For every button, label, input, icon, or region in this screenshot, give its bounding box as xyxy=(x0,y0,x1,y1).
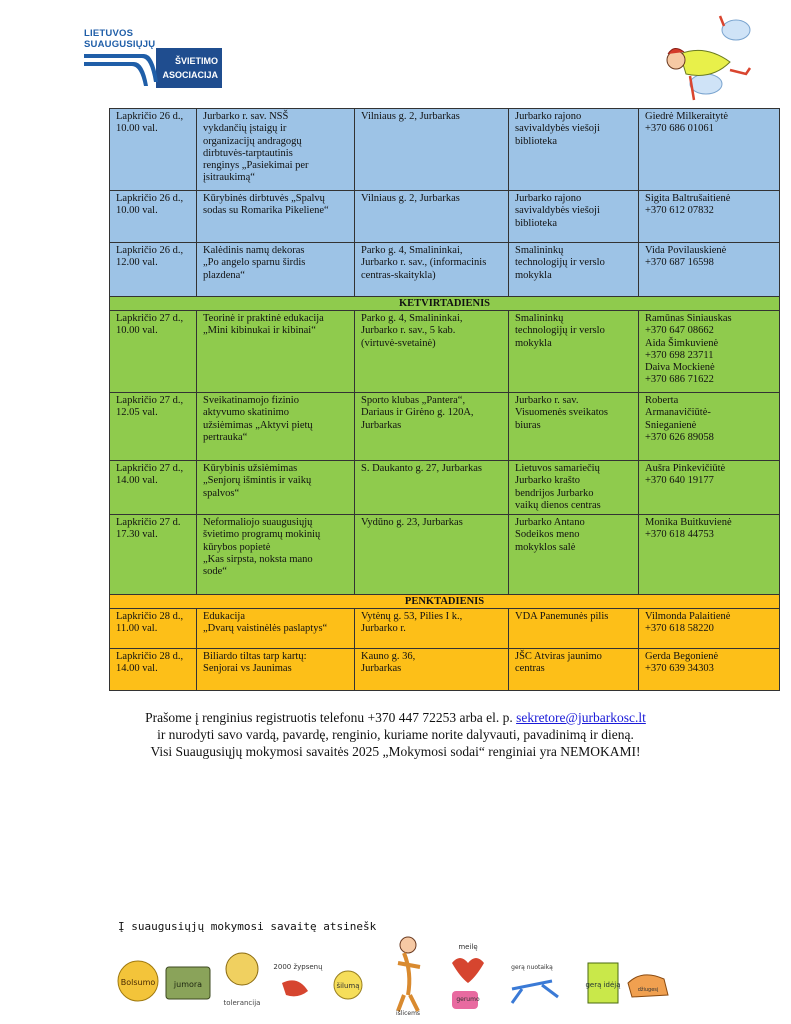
cell-text-line: Jurbarko r. sav. NSŠ xyxy=(203,111,289,122)
cell-text-line[interactable]: +370 626 89058 xyxy=(645,431,714,443)
notes-line2: ir nurodyti savo vardą, pavardę, renginio, kuriame norite dalyvauti, pavadinimą ir dieną. xyxy=(157,727,634,742)
cell-text-line: 12.00 val. xyxy=(116,257,158,269)
cell-text-line: 12.05 val. xyxy=(116,407,158,419)
cell-text-line: Jurbarko r. sav., (informacinis xyxy=(361,257,487,269)
cell-text-line: sodas su Romarika Pikeliene“ xyxy=(203,205,329,217)
pepper-icon xyxy=(273,963,323,996)
cell-text-line: kūrybos popietė xyxy=(203,541,271,553)
event-contact-cell xyxy=(639,609,780,649)
cell-text-line: Visuomenės sveikatos xyxy=(515,407,608,419)
logo-box xyxy=(156,48,222,88)
event-contact-cell xyxy=(639,649,780,691)
cell-text-line: Lapkričio 28 d., xyxy=(116,651,184,663)
dancing-figure-icon xyxy=(396,937,420,1017)
cell-text-line: švietimo programų mokinių xyxy=(203,529,321,541)
cell-text-line[interactable]: +370 647 08662 xyxy=(645,325,714,337)
logo-text-line1: LIETUVOS xyxy=(84,28,134,39)
email-link[interactable]: sekretore@jurbarkosc.lt xyxy=(516,710,646,725)
cell-text-line: technologijų ir verslo xyxy=(515,257,605,269)
lion-icon xyxy=(224,953,261,1007)
event-place-cell xyxy=(355,393,509,461)
event-row xyxy=(110,515,780,595)
event-organizer-cell xyxy=(509,461,639,515)
cell-text-line: „Dvarų vaistinėlės paslaptys“ xyxy=(203,623,328,635)
notes-line1 xyxy=(0,709,791,726)
cell-text-line: 10.00 val. xyxy=(116,205,158,217)
cell-text-line: Aida Šimkuvienė xyxy=(645,337,719,349)
cell-text-line: technologijų ir verslo xyxy=(515,325,605,337)
event-contact-cell xyxy=(639,243,780,297)
cell-text-line: 14.00 val. xyxy=(116,663,158,675)
horse-icon xyxy=(628,975,668,997)
logo-text-line4: ASOCIACIJA xyxy=(162,70,218,80)
cell-text-line[interactable]: +370 640 19177 xyxy=(645,475,714,487)
cell-text-line: Lapkričio 27 d. xyxy=(116,517,181,529)
event-row xyxy=(110,461,780,515)
cell-text-line: Aušra Pinkevičiūtė xyxy=(645,463,726,474)
cell-text-line: Kūrybinis užsiėmimas xyxy=(203,463,298,474)
event-organizer-cell xyxy=(509,649,639,691)
event-organizer-cell xyxy=(509,191,639,243)
cell-text-line: biblioteka xyxy=(515,217,557,229)
event-place-cell xyxy=(355,515,509,595)
cell-text-line: Daiva Mockienė xyxy=(645,362,715,374)
cell-text-line: pertrauka“ xyxy=(203,431,248,443)
footer-tagline: Į suaugusiųjų mokymosi savaitę atsinešk xyxy=(118,920,377,933)
cell-text-line[interactable]: +370 686 01061 xyxy=(645,123,714,135)
event-row xyxy=(110,191,780,243)
cell-text-line: Kūrybinės dirbtuvės „Spalvų xyxy=(203,193,325,204)
cell-text-line: VDA Panemunės pilis xyxy=(515,611,609,623)
cell-text-line: Jurbarkas xyxy=(361,663,402,675)
event-place-cell xyxy=(355,461,509,515)
footer-word-10: gerą idėją xyxy=(585,981,621,989)
footer-word-9: gerą nuotaiką xyxy=(511,964,553,971)
cell-text-line: Biliardo tiltas tarp kartų: xyxy=(203,651,307,663)
cell-text-line: Jurbarko krašto xyxy=(515,475,581,487)
cell-text-line: Monika Buitkuvienė xyxy=(645,517,732,529)
suitcase-icon xyxy=(166,967,210,999)
event-title-cell xyxy=(197,311,355,393)
figure-icon xyxy=(511,964,558,1003)
event-time-cell xyxy=(110,393,197,461)
cell-text-line: Lapkričio 26 d., xyxy=(116,245,184,256)
cell-text-line: mokyklos salė xyxy=(515,541,576,553)
footer-word-2: jumora xyxy=(173,980,203,989)
footer-word-4: 2000 žypsenų xyxy=(273,963,323,971)
footer-word-1: Bolsumo xyxy=(120,978,156,987)
cell-text-line: Armanavičiūtė- xyxy=(645,407,711,419)
cell-text-line: Ramūnas Siniauskas xyxy=(645,313,732,324)
event-time-cell xyxy=(110,609,197,649)
footer-word-7: meilę xyxy=(458,943,478,951)
events-schedule-table xyxy=(109,108,780,691)
cell-text-line: Lapkričio 27 d., xyxy=(116,463,184,474)
event-title-cell xyxy=(197,461,355,515)
cell-text-line: Jurbarko rajono xyxy=(515,111,582,122)
cell-text-line: Sodeikos meno xyxy=(515,529,580,541)
cell-text-line[interactable]: +370 618 58220 xyxy=(645,623,714,635)
cell-text-line: Kauno g. 36, xyxy=(361,651,416,663)
cell-text-line: Kalėdinis namų dekoras xyxy=(203,245,305,256)
footer-word-5: šilumą xyxy=(336,982,360,990)
event-place-cell xyxy=(355,311,509,393)
cell-text-line: „Kas sirpsta, noksta mano xyxy=(203,554,313,566)
event-place-cell xyxy=(355,109,509,191)
event-time-cell xyxy=(110,461,197,515)
event-organizer-cell xyxy=(509,311,639,393)
cell-text-line: Jurbarko Antano xyxy=(515,517,585,529)
cell-text-line: 10.00 val. xyxy=(116,123,158,135)
cell-text-line: 17.30 val. xyxy=(116,529,158,541)
cell-text-line: 10.00 val. xyxy=(116,325,158,337)
event-organizer-cell xyxy=(509,609,639,649)
event-title-cell xyxy=(197,393,355,461)
event-title-cell xyxy=(197,609,355,649)
cell-text-line[interactable]: +370 686 71622 xyxy=(645,374,714,386)
cell-text-line: Smalininkų xyxy=(515,245,564,256)
day-header: KETVIRTADIENIS xyxy=(110,297,780,311)
notes-line3: Visi Suaugusiųjų mokymosi savaitės 2025 „Mokymosi sodai“ renginiai yra NEMOKAMI! xyxy=(150,744,641,759)
sun-icon xyxy=(118,961,158,1001)
cell-text-line: S. Daukanto g. 27, Jurbarkas xyxy=(361,463,483,474)
cell-text-line: spalvos“ xyxy=(203,487,240,499)
cell-text-line: Sporto klubas „Pantera“, xyxy=(361,395,466,406)
cell-text-line: Vydūno g. 23, Jurbarkas xyxy=(361,517,463,529)
cell-text-line: Vytėnų g. 53, Pilies I k., xyxy=(361,611,463,623)
cell-text-line: aktyvumo skatinimo xyxy=(203,407,290,419)
cell-text-line: Snieganienė xyxy=(645,419,697,431)
footer-word-6: išlicems xyxy=(395,1010,421,1017)
cell-text-line: Vilniaus g. 2, Jurbarkas xyxy=(361,193,460,204)
cell-text-line: renginys „Pasiekimai per xyxy=(203,160,309,172)
cell-text-line: centras-skaitykla) xyxy=(361,269,436,281)
cell-text-line: Sigita Baltrušaitienė xyxy=(645,193,731,204)
event-row xyxy=(110,649,780,691)
event-title-cell xyxy=(197,649,355,691)
cell-text-line: 14.00 val. xyxy=(116,475,158,487)
cell-text-line: Jurbarko rajono xyxy=(515,193,582,204)
event-row xyxy=(110,109,780,191)
cell-text-line: Jurbarko r. sav. xyxy=(515,395,579,406)
cell-text-line: organizacijų andragogų xyxy=(203,135,302,147)
cell-text-line: biuras xyxy=(515,419,541,431)
event-title-cell xyxy=(197,191,355,243)
event-contact-cell xyxy=(639,515,780,595)
event-contact-cell xyxy=(639,311,780,393)
shopping-bag-icon xyxy=(585,963,620,1003)
cell-text-line[interactable]: +370 639 34303 xyxy=(645,663,714,675)
cell-text-line: Vilmonda Palaitienė xyxy=(645,611,731,623)
cell-text-line: „Mini kibinukai ir kibinai“ xyxy=(203,325,316,337)
cell-text-line: 11.00 val. xyxy=(116,623,158,635)
footer-word-8: gerumo xyxy=(456,996,480,1003)
cell-text-line: mokykla xyxy=(515,269,552,281)
cell-text-line: dirbtuvės-tarptautinis xyxy=(203,147,293,159)
event-row xyxy=(110,393,780,461)
cell-text-line: užsiėmimas „Aktyvi pietų xyxy=(203,419,313,431)
cell-text-line: Parko g. 4, Smalininkai, xyxy=(361,313,463,324)
cell-text-line: Roberta xyxy=(645,395,679,406)
cell-text-line: biblioteka xyxy=(515,135,557,147)
cell-text-line: Neformaliojo suaugusiųjų xyxy=(203,517,313,529)
event-title-cell xyxy=(197,109,355,191)
cell-text-line: Lapkričio 26 d., xyxy=(116,111,184,122)
cell-text-line: „Senjorų išmintis ir vaikų xyxy=(203,475,312,487)
cell-text-line: Senjorai vs Jaunimas xyxy=(203,663,292,675)
event-time-cell xyxy=(110,191,197,243)
event-time-cell xyxy=(110,515,197,595)
cell-text-line[interactable]: +370 687 16598 xyxy=(645,257,714,269)
event-row xyxy=(110,609,780,649)
day-header-row xyxy=(110,297,780,311)
cell-text-line: bendrijos Jurbarko xyxy=(515,487,594,499)
cell-text-line: Lapkričio 26 d., xyxy=(116,193,184,204)
cell-text-line: Parko g. 4, Smalininkai, xyxy=(361,245,463,256)
cell-text-line: Lapkričio 27 d., xyxy=(116,313,184,324)
cell-text-line: „Po angelo sparnu širdis xyxy=(203,257,306,269)
cell-text-line: vaikų dienos centras xyxy=(515,499,601,511)
logo-swoosh-icon xyxy=(84,52,164,90)
cell-text-line: Lapkričio 28 d., xyxy=(116,611,184,623)
cell-text-line: įsitraukimą“ xyxy=(203,172,255,184)
cell-text-line[interactable]: +370 618 44753 xyxy=(645,529,714,541)
cell-text-line: savivaldybės viešoji xyxy=(515,205,600,217)
notes-line1-text: Prašome į renginius registruotis telefonu +370 447 72253 arba el. p. xyxy=(145,710,517,725)
event-organizer-cell xyxy=(509,109,639,191)
event-title-cell xyxy=(197,243,355,297)
cell-text-line: Jurbarkas xyxy=(361,419,402,431)
logo-text-line3: ŠVIETIMO xyxy=(174,56,218,66)
event-place-cell xyxy=(355,191,509,243)
footer-word-11: džiugesį xyxy=(637,987,659,993)
footer-word-3: tolerancija xyxy=(223,999,261,1007)
association-logo xyxy=(84,26,224,90)
logo-text-line2: SUAUGUSIŲJŲ xyxy=(84,39,156,50)
event-organizer-cell xyxy=(509,243,639,297)
cell-text-line: Jurbarko r. sav., 5 kab. xyxy=(361,325,456,337)
cell-text-line: vykdančių įstaigų ir xyxy=(203,123,287,135)
cell-text-line: savivaldybės viešoji xyxy=(515,123,600,135)
angel-illustration-icon xyxy=(650,14,760,106)
egg-icon xyxy=(334,971,362,999)
event-contact-cell xyxy=(639,109,780,191)
heart-cup-icon xyxy=(452,943,484,1009)
cell-text-line: Smalininkų xyxy=(515,313,564,324)
registration-notes xyxy=(0,709,791,760)
footer-illustration-strip xyxy=(112,933,672,1017)
event-row xyxy=(110,311,780,393)
event-time-cell xyxy=(110,649,197,691)
cell-text-line: Dariaus ir Girėno g. 120A, xyxy=(361,407,474,419)
cell-text-line: Gerda Begonienė xyxy=(645,651,719,663)
cell-text-line: Lapkričio 27 d., xyxy=(116,395,184,406)
event-contact-cell xyxy=(639,191,780,243)
cell-text-line: sode“ xyxy=(203,566,227,578)
event-time-cell xyxy=(110,311,197,393)
cell-text-line: Giedrė Milkeraitytė xyxy=(645,111,729,122)
event-contact-cell xyxy=(639,393,780,461)
cell-text-line: Teorinė ir praktinė edukacija xyxy=(203,313,324,324)
event-time-cell xyxy=(110,109,197,191)
cell-text-line: Edukacija xyxy=(203,611,245,623)
cell-text-line[interactable]: +370 698 23711 xyxy=(645,349,714,361)
cell-text-line: Sveikatinamojo fizinio xyxy=(203,395,299,406)
cell-text-line: Jurbarko r. xyxy=(361,623,406,635)
cell-text-line: JŠC Atviras jaunimo xyxy=(515,651,602,663)
event-place-cell xyxy=(355,649,509,691)
cell-text-line: (virtuvė-svetainė) xyxy=(361,337,436,349)
event-row xyxy=(110,243,780,297)
event-organizer-cell xyxy=(509,515,639,595)
event-contact-cell xyxy=(639,461,780,515)
cell-text-line[interactable]: +370 612 07832 xyxy=(645,205,714,217)
cell-text-line: Vilniaus g. 2, Jurbarkas xyxy=(361,111,460,122)
cell-text-line: centras xyxy=(515,663,545,675)
event-organizer-cell xyxy=(509,393,639,461)
day-header: PENKTADIENIS xyxy=(110,595,780,609)
cell-text-line: Vida Povilauskienė xyxy=(645,245,727,256)
event-place-cell xyxy=(355,243,509,297)
event-place-cell xyxy=(355,609,509,649)
event-time-cell xyxy=(110,243,197,297)
cell-text-line: Lietuvos samariečių xyxy=(515,463,600,474)
event-title-cell xyxy=(197,515,355,595)
cell-text-line: mokykla xyxy=(515,337,552,349)
cell-text-line: plazdena“ xyxy=(203,269,245,281)
day-header-row xyxy=(110,595,780,609)
